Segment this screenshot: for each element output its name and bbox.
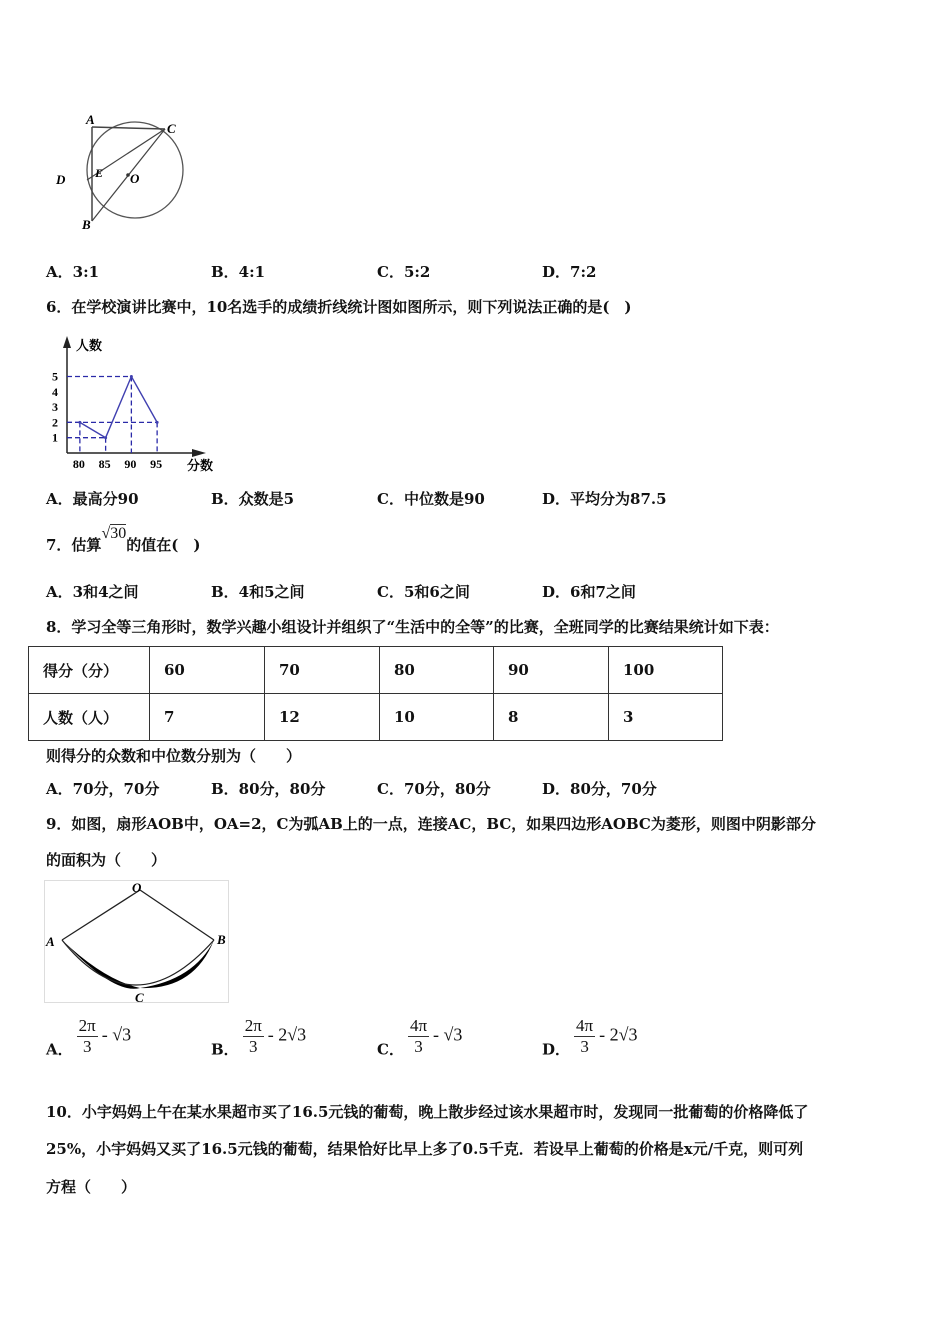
q9-stem-line2: 的面积为（ ） (46, 851, 167, 869)
numerator: 4π (409, 1016, 428, 1035)
x-tick-label: 90 (124, 457, 137, 471)
table-cell: 60 (150, 647, 265, 694)
q9-option-b[interactable] (211, 1016, 306, 1060)
q6-option-c[interactable]: C．中位数是90 (377, 490, 485, 508)
numerator: 2π (78, 1016, 96, 1035)
label-d: D (56, 172, 66, 187)
label-o: O (132, 880, 142, 895)
denominator: 3 (82, 1037, 92, 1056)
q7-option-d[interactable]: D．6和7之间 (542, 583, 636, 601)
table-cell: 70 (265, 647, 380, 694)
table-cell: 8 (494, 694, 609, 741)
fraction (574, 1016, 595, 1057)
data-point (104, 436, 107, 439)
option-label: C． (377, 1040, 404, 1059)
sqrt-expression: √30 (101, 525, 127, 542)
q6-option-d[interactable]: D．平均分为87.5 (542, 490, 667, 508)
q8-stem: 8．学习全等三角形时，数学兴趣小组设计并组织了“生活中的全等”的比赛，全班同学的比赛结果统计如下表： (46, 618, 779, 636)
score-table (28, 646, 723, 741)
x-axis-label: 分数 (187, 458, 214, 473)
q7-option-c[interactable]: C．5和6之间 (377, 583, 470, 601)
fraction (77, 1016, 98, 1057)
label-c: C (167, 121, 176, 136)
q8-option-d[interactable]: D．80分，70分 (542, 780, 657, 798)
fraction (408, 1016, 429, 1057)
label-e: E (95, 166, 104, 180)
x-tick-label: 80 (72, 457, 85, 471)
q9-option-c[interactable] (377, 1016, 462, 1060)
q7-option-a[interactable]: A．3和4之间 (46, 583, 139, 601)
q7-stem-pre: 7．估算 (46, 536, 102, 554)
table-row (29, 694, 723, 741)
q9-stem-line1: 9．如图，扇形AOB中，OA=2，C为弧AB上的一点，连接AC，BC，如果四边形AOBC为菱形，则图中阴影部分 (46, 815, 816, 833)
denominator: 3 (580, 1037, 589, 1056)
option-rest: - √3 (101, 1024, 132, 1045)
x-tick-label: 95 (150, 457, 163, 471)
q5-option-b[interactable]: B．4:1 (211, 263, 266, 281)
label-b: B (217, 932, 226, 947)
q9-option-a[interactable] (46, 1016, 131, 1060)
y-tick-label: 2 (52, 415, 58, 430)
table-cell: 100 (609, 647, 723, 694)
y-tick-label: 3 (52, 400, 58, 415)
y-axis-label: 人数 (76, 338, 103, 353)
table-cell: 10 (380, 694, 494, 741)
table-row (29, 647, 723, 694)
label-a: A (46, 934, 55, 949)
q9-option-d[interactable] (542, 1016, 637, 1060)
q8-option-a[interactable]: A．70分，70分 (46, 780, 160, 798)
q5-option-a[interactable]: A．3:1 (46, 263, 100, 281)
table-cell: 3 (609, 694, 723, 741)
q10-stem-line1: 10．小宇妈妈上午在某水果超市买了16.5元钱的葡萄，晚上散步经过该水果超市时，发现同一批葡萄的价格降低了 (46, 1103, 809, 1121)
label-o: O (130, 171, 140, 186)
fraction (243, 1016, 264, 1057)
denominator: 3 (414, 1037, 423, 1056)
q6-stem: 6．在学校演讲比赛中，10名选手的成绩折线统计图如图所示，则下列说法正确的是( ) (46, 298, 632, 316)
table-cell: 80 (380, 647, 494, 694)
sector-figure (44, 880, 230, 1004)
q8-question: 则得分的众数和中位数分别为（ ） (46, 747, 302, 765)
denominator: 3 (248, 1037, 258, 1056)
option-rest: - 2√3 (599, 1024, 638, 1045)
y-tick-label: 5 (52, 369, 58, 384)
q5-option-c[interactable]: C．5:2 (377, 263, 431, 281)
table-cell: 90 (494, 647, 609, 694)
q8-option-c[interactable]: C．70分，80分 (377, 780, 491, 798)
q6-option-a[interactable]: A．最高分90 (46, 490, 139, 508)
table-cell: 12 (265, 694, 380, 741)
q6-option-b[interactable]: B．众数是5 (211, 490, 295, 508)
y-tick-label: 4 (52, 384, 58, 399)
radicand: 30 (110, 525, 127, 542)
label-b: B (82, 217, 91, 232)
data-point (130, 375, 133, 378)
circle-figure (50, 105, 190, 235)
numerator: 4π (576, 1016, 594, 1035)
data-point (156, 421, 159, 424)
y-tick-label: 1 (52, 430, 58, 445)
table-cell: 7 (150, 694, 265, 741)
option-rest: - 2√3 (267, 1024, 307, 1045)
q5-option-d[interactable]: D．7:2 (542, 263, 597, 281)
label-a: A (86, 112, 95, 127)
q10-stem-line2: 25%，小宇妈妈又买了16.5元钱的葡萄，结果恰好比早上多了0.5千克．若设早上葡萄的价格是x元/千克，则可列 (46, 1140, 804, 1158)
score-line-chart (40, 330, 230, 480)
table-cell: 人数（人） (29, 694, 150, 741)
option-label: A． (46, 1040, 73, 1059)
table-cell: 得分（分） (29, 647, 150, 694)
x-tick-label: 85 (98, 457, 111, 471)
series-line (80, 377, 157, 438)
q7-stem (46, 525, 201, 555)
data-point (78, 421, 81, 424)
label-c: C (135, 990, 144, 1004)
numerator: 2π (244, 1016, 262, 1035)
q8-option-b[interactable]: B．80分，80分 (211, 780, 326, 798)
q10-stem-line3: 方程（ ） (46, 1178, 137, 1196)
q7-stem-post: 的值在( ) (126, 536, 201, 554)
option-rest: - √3 (433, 1024, 463, 1045)
q7-option-b[interactable]: B．4和5之间 (211, 583, 305, 601)
option-label: B． (211, 1040, 239, 1059)
option-label: D． (542, 1040, 571, 1059)
